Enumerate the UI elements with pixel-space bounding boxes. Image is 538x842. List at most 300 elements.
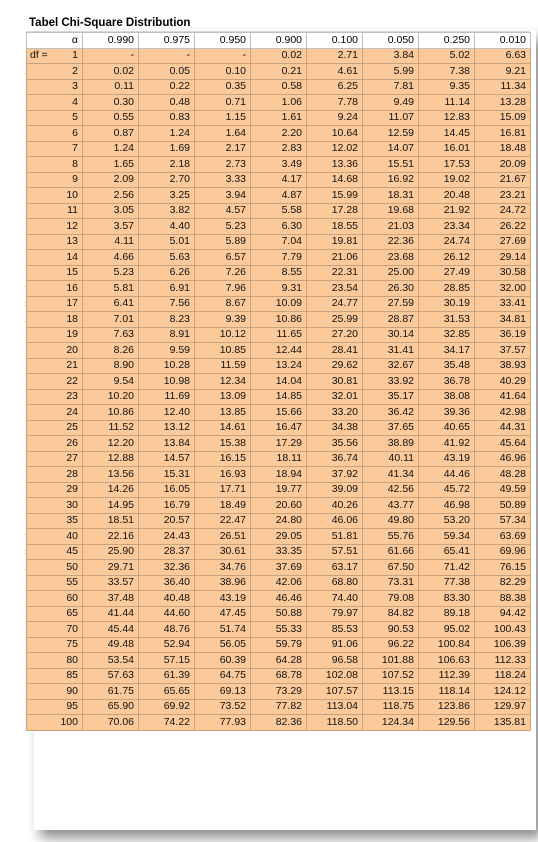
- df-cell[interactable]: [27, 420, 83, 436]
- value-cell[interactable]: 27.59: [363, 296, 419, 312]
- value-cell[interactable]: 13.12: [139, 420, 195, 436]
- value-cell[interactable]: 118.75: [363, 699, 419, 715]
- value-cell[interactable]: 27.69: [475, 234, 531, 250]
- value-cell[interactable]: 5.99: [363, 64, 419, 80]
- value-cell[interactable]: 52.94: [139, 637, 195, 653]
- value-cell[interactable]: 15.99: [307, 188, 363, 204]
- value-cell[interactable]: 43.19: [195, 591, 251, 607]
- value-cell[interactable]: 10.98: [139, 374, 195, 390]
- value-cell[interactable]: 18.11: [251, 451, 307, 467]
- value-cell[interactable]: 26.51: [195, 529, 251, 545]
- value-cell[interactable]: 5.58: [251, 203, 307, 219]
- value-cell[interactable]: 1.69: [139, 141, 195, 157]
- value-cell[interactable]: 31.53: [419, 312, 475, 328]
- value-cell[interactable]: 4.87: [251, 188, 307, 204]
- value-cell[interactable]: 5.63: [139, 250, 195, 266]
- value-cell[interactable]: 42.56: [363, 482, 419, 498]
- value-cell[interactable]: 0.58: [251, 79, 307, 95]
- value-cell[interactable]: 77.38: [419, 575, 475, 591]
- value-cell[interactable]: 48.76: [139, 622, 195, 638]
- value-cell[interactable]: 15.09: [475, 110, 531, 126]
- df-cell[interactable]: [27, 653, 83, 669]
- value-cell[interactable]: 3.33: [195, 172, 251, 188]
- value-cell[interactable]: 61.66: [363, 544, 419, 560]
- value-cell[interactable]: 13.28: [475, 95, 531, 111]
- df-cell[interactable]: [27, 219, 83, 235]
- value-cell[interactable]: 18.55: [307, 219, 363, 235]
- df-cell[interactable]: [27, 575, 83, 591]
- value-cell[interactable]: 14.68: [307, 172, 363, 188]
- value-cell[interactable]: 14.61: [195, 420, 251, 436]
- value-cell[interactable]: 11.07: [363, 110, 419, 126]
- value-cell[interactable]: 22.16: [83, 529, 139, 545]
- df-cell[interactable]: [27, 622, 83, 638]
- value-cell[interactable]: 14.45: [419, 126, 475, 142]
- value-cell[interactable]: 46.46: [251, 591, 307, 607]
- value-cell[interactable]: 64.75: [195, 668, 251, 684]
- df-cell[interactable]: [27, 668, 83, 684]
- value-cell[interactable]: 38.96: [195, 575, 251, 591]
- value-cell[interactable]: 5.23: [195, 219, 251, 235]
- value-cell[interactable]: 28.37: [139, 544, 195, 560]
- value-cell[interactable]: 18.51: [83, 513, 139, 529]
- value-cell[interactable]: 118.50: [307, 715, 363, 731]
- value-cell[interactable]: 65.90: [83, 699, 139, 715]
- value-cell[interactable]: 0.87: [83, 126, 139, 142]
- value-cell[interactable]: 7.04: [251, 234, 307, 250]
- value-cell[interactable]: 46.06: [307, 513, 363, 529]
- value-cell[interactable]: 33.20: [307, 405, 363, 421]
- value-cell[interactable]: 16.47: [251, 420, 307, 436]
- value-cell[interactable]: 107.57: [307, 684, 363, 700]
- value-cell[interactable]: 82.29: [475, 575, 531, 591]
- value-cell[interactable]: 71.42: [419, 560, 475, 576]
- value-cell[interactable]: 63.69: [475, 529, 531, 545]
- value-cell[interactable]: 56.05: [195, 637, 251, 653]
- value-cell[interactable]: 9.31: [251, 281, 307, 297]
- value-cell[interactable]: 10.86: [83, 405, 139, 421]
- value-cell[interactable]: 37.57: [475, 343, 531, 359]
- df-cell[interactable]: [27, 513, 83, 529]
- value-cell[interactable]: 6.57: [195, 250, 251, 266]
- value-cell[interactable]: 106.39: [475, 637, 531, 653]
- value-cell[interactable]: 18.31: [363, 188, 419, 204]
- value-cell[interactable]: 74.40: [307, 591, 363, 607]
- value-cell[interactable]: 19.68: [363, 203, 419, 219]
- value-cell[interactable]: 40.29: [475, 374, 531, 390]
- value-cell[interactable]: 35.56: [307, 436, 363, 452]
- value-cell[interactable]: 44.60: [139, 606, 195, 622]
- value-cell[interactable]: 69.92: [139, 699, 195, 715]
- value-cell[interactable]: 0.83: [139, 110, 195, 126]
- value-cell[interactable]: 16.01: [419, 141, 475, 157]
- value-cell[interactable]: 17.28: [307, 203, 363, 219]
- df-cell[interactable]: [27, 250, 83, 266]
- value-cell[interactable]: 4.57: [195, 203, 251, 219]
- value-cell[interactable]: 49.59: [475, 482, 531, 498]
- value-cell[interactable]: 48.28: [475, 467, 531, 483]
- value-cell[interactable]: 11.65: [251, 327, 307, 343]
- value-cell[interactable]: 12.40: [139, 405, 195, 421]
- alpha-header-cell[interactable]: 0.950: [195, 33, 251, 49]
- value-cell[interactable]: 4.11: [83, 234, 139, 250]
- value-cell[interactable]: 15.31: [139, 467, 195, 483]
- value-cell[interactable]: 25.00: [363, 265, 419, 281]
- value-cell[interactable]: 20.60: [251, 498, 307, 514]
- value-cell[interactable]: 45.64: [475, 436, 531, 452]
- value-cell[interactable]: 113.04: [307, 699, 363, 715]
- value-cell[interactable]: 40.26: [307, 498, 363, 514]
- value-cell[interactable]: 57.51: [307, 544, 363, 560]
- value-cell[interactable]: 29.62: [307, 358, 363, 374]
- df-cell[interactable]: [27, 126, 83, 142]
- value-cell[interactable]: 12.44: [251, 343, 307, 359]
- value-cell[interactable]: 8.55: [251, 265, 307, 281]
- value-cell[interactable]: 14.95: [83, 498, 139, 514]
- value-cell[interactable]: 50.88: [251, 606, 307, 622]
- value-cell[interactable]: 1.65: [83, 157, 139, 173]
- value-cell[interactable]: 3.25: [139, 188, 195, 204]
- value-cell[interactable]: 6.26: [139, 265, 195, 281]
- value-cell[interactable]: -: [139, 48, 195, 64]
- value-cell[interactable]: 8.23: [139, 312, 195, 328]
- value-cell[interactable]: 20.09: [475, 157, 531, 173]
- value-cell[interactable]: 7.81: [363, 79, 419, 95]
- value-cell[interactable]: 74.22: [139, 715, 195, 731]
- value-cell[interactable]: 36.19: [475, 327, 531, 343]
- value-cell[interactable]: 13.56: [83, 467, 139, 483]
- value-cell[interactable]: 11.59: [195, 358, 251, 374]
- value-cell[interactable]: 18.48: [475, 141, 531, 157]
- value-cell[interactable]: 33.35: [251, 544, 307, 560]
- value-cell[interactable]: 24.72: [475, 203, 531, 219]
- value-cell[interactable]: 11.14: [419, 95, 475, 111]
- value-cell[interactable]: 32.01: [307, 389, 363, 405]
- value-cell[interactable]: 21.67: [475, 172, 531, 188]
- value-cell[interactable]: 40.48: [139, 591, 195, 607]
- value-cell[interactable]: 0.71: [195, 95, 251, 111]
- value-cell[interactable]: 16.79: [139, 498, 195, 514]
- value-cell[interactable]: 59.34: [419, 529, 475, 545]
- value-cell[interactable]: -: [83, 48, 139, 64]
- df-cell[interactable]: [27, 358, 83, 374]
- value-cell[interactable]: 5.01: [139, 234, 195, 250]
- value-cell[interactable]: 73.29: [251, 684, 307, 700]
- value-cell[interactable]: 96.22: [363, 637, 419, 653]
- value-cell[interactable]: 16.05: [139, 482, 195, 498]
- value-cell[interactable]: 4.66: [83, 250, 139, 266]
- value-cell[interactable]: 53.54: [83, 653, 139, 669]
- value-cell[interactable]: 2.71: [307, 48, 363, 64]
- value-cell[interactable]: 89.18: [419, 606, 475, 622]
- value-cell[interactable]: 9.35: [419, 79, 475, 95]
- value-cell[interactable]: 11.69: [139, 389, 195, 405]
- value-cell[interactable]: 40.11: [363, 451, 419, 467]
- df-cell[interactable]: [27, 467, 83, 483]
- value-cell[interactable]: 7.96: [195, 281, 251, 297]
- value-cell[interactable]: 9.59: [139, 343, 195, 359]
- value-cell[interactable]: 1.24: [139, 126, 195, 142]
- alpha-header-cell[interactable]: 0.100: [307, 33, 363, 49]
- value-cell[interactable]: 30.14: [363, 327, 419, 343]
- value-cell[interactable]: 33.92: [363, 374, 419, 390]
- value-cell[interactable]: 84.82: [363, 606, 419, 622]
- value-cell[interactable]: 0.11: [83, 79, 139, 95]
- value-cell[interactable]: 37.48: [83, 591, 139, 607]
- value-cell[interactable]: 129.56: [419, 715, 475, 731]
- value-cell[interactable]: 51.74: [195, 622, 251, 638]
- value-cell[interactable]: 7.38: [419, 64, 475, 80]
- value-cell[interactable]: 11.52: [83, 420, 139, 436]
- value-cell[interactable]: 79.08: [363, 591, 419, 607]
- df-cell[interactable]: [27, 296, 83, 312]
- value-cell[interactable]: 18.94: [251, 467, 307, 483]
- value-cell[interactable]: 16.93: [195, 467, 251, 483]
- df-cell[interactable]: [27, 110, 83, 126]
- value-cell[interactable]: 33.57: [83, 575, 139, 591]
- value-cell[interactable]: 14.07: [363, 141, 419, 157]
- value-cell[interactable]: 0.21: [251, 64, 307, 80]
- value-cell[interactable]: 12.20: [83, 436, 139, 452]
- value-cell[interactable]: 67.50: [363, 560, 419, 576]
- value-cell[interactable]: 35.17: [363, 389, 419, 405]
- df-cell[interactable]: [27, 327, 83, 343]
- value-cell[interactable]: 3.84: [363, 48, 419, 64]
- value-cell[interactable]: 21.92: [419, 203, 475, 219]
- value-cell[interactable]: 9.21: [475, 64, 531, 80]
- value-cell[interactable]: 53.20: [419, 513, 475, 529]
- value-cell[interactable]: 17.71: [195, 482, 251, 498]
- value-cell[interactable]: 24.80: [251, 513, 307, 529]
- df-cell[interactable]: [27, 699, 83, 715]
- value-cell[interactable]: 14.57: [139, 451, 195, 467]
- alpha-header-cell[interactable]: 0.010: [475, 33, 531, 49]
- value-cell[interactable]: 47.45: [195, 606, 251, 622]
- value-cell[interactable]: 30.81: [307, 374, 363, 390]
- df-cell[interactable]: [27, 265, 83, 281]
- value-cell[interactable]: 57.15: [139, 653, 195, 669]
- value-cell[interactable]: 33.41: [475, 296, 531, 312]
- df-cell[interactable]: [27, 312, 83, 328]
- value-cell[interactable]: 113.15: [363, 684, 419, 700]
- value-cell[interactable]: 24.77: [307, 296, 363, 312]
- value-cell[interactable]: 50.89: [475, 498, 531, 514]
- value-cell[interactable]: 2.73: [195, 157, 251, 173]
- value-cell[interactable]: 7.56: [139, 296, 195, 312]
- df-cell[interactable]: [27, 451, 83, 467]
- value-cell[interactable]: 14.26: [83, 482, 139, 498]
- value-cell[interactable]: 76.15: [475, 560, 531, 576]
- value-cell[interactable]: 23.21: [475, 188, 531, 204]
- value-cell[interactable]: 36.74: [307, 451, 363, 467]
- value-cell[interactable]: 79.97: [307, 606, 363, 622]
- value-cell[interactable]: 23.34: [419, 219, 475, 235]
- df-cell[interactable]: [27, 591, 83, 607]
- value-cell[interactable]: 10.64: [307, 126, 363, 142]
- value-cell[interactable]: 94.42: [475, 606, 531, 622]
- value-cell[interactable]: 0.10: [195, 64, 251, 80]
- value-cell[interactable]: 6.63: [475, 48, 531, 64]
- value-cell[interactable]: 3.49: [251, 157, 307, 173]
- value-cell[interactable]: 82.36: [251, 715, 307, 731]
- value-cell[interactable]: 73.52: [195, 699, 251, 715]
- df-cell[interactable]: [27, 141, 83, 157]
- value-cell[interactable]: 70.06: [83, 715, 139, 731]
- value-cell[interactable]: 11.34: [475, 79, 531, 95]
- value-cell[interactable]: 41.44: [83, 606, 139, 622]
- value-cell[interactable]: 26.30: [363, 281, 419, 297]
- value-cell[interactable]: 65.41: [419, 544, 475, 560]
- value-cell[interactable]: 2.70: [139, 172, 195, 188]
- value-cell[interactable]: 12.34: [195, 374, 251, 390]
- value-cell[interactable]: 25.99: [307, 312, 363, 328]
- value-cell[interactable]: 7.79: [251, 250, 307, 266]
- alpha-header-cell[interactable]: 0.050: [363, 33, 419, 49]
- value-cell[interactable]: 15.38: [195, 436, 251, 452]
- value-cell[interactable]: 10.28: [139, 358, 195, 374]
- value-cell[interactable]: 28.41: [307, 343, 363, 359]
- df-cell[interactable]: [27, 281, 83, 297]
- value-cell[interactable]: 16.81: [475, 126, 531, 142]
- value-cell[interactable]: 6.41: [83, 296, 139, 312]
- value-cell[interactable]: 60.39: [195, 653, 251, 669]
- value-cell[interactable]: 96.58: [307, 653, 363, 669]
- value-cell[interactable]: 14.04: [251, 374, 307, 390]
- value-cell[interactable]: 12.83: [419, 110, 475, 126]
- value-cell[interactable]: 129.97: [475, 699, 531, 715]
- value-cell[interactable]: 3.05: [83, 203, 139, 219]
- value-cell[interactable]: 7.26: [195, 265, 251, 281]
- value-cell[interactable]: 2.20: [251, 126, 307, 142]
- value-cell[interactable]: 19.02: [419, 172, 475, 188]
- value-cell[interactable]: 0.02: [251, 48, 307, 64]
- value-cell[interactable]: 42.98: [475, 405, 531, 421]
- df-cell[interactable]: [27, 343, 83, 359]
- value-cell[interactable]: 21.03: [363, 219, 419, 235]
- value-cell[interactable]: 13.85: [195, 405, 251, 421]
- value-cell[interactable]: 0.22: [139, 79, 195, 95]
- value-cell[interactable]: 18.49: [195, 498, 251, 514]
- value-cell[interactable]: 27.49: [419, 265, 475, 281]
- df-cell[interactable]: [27, 389, 83, 405]
- value-cell[interactable]: 69.13: [195, 684, 251, 700]
- value-cell[interactable]: 46.98: [419, 498, 475, 514]
- value-cell[interactable]: 124.34: [363, 715, 419, 731]
- value-cell[interactable]: 31.41: [363, 343, 419, 359]
- value-cell[interactable]: -: [195, 48, 251, 64]
- value-cell[interactable]: 10.86: [251, 312, 307, 328]
- value-cell[interactable]: 36.40: [139, 575, 195, 591]
- df-cell[interactable]: [27, 529, 83, 545]
- value-cell[interactable]: 26.12: [419, 250, 475, 266]
- value-cell[interactable]: 95.02: [419, 622, 475, 638]
- df-cell[interactable]: [27, 436, 83, 452]
- value-cell[interactable]: 102.08: [307, 668, 363, 684]
- value-cell[interactable]: 32.00: [475, 281, 531, 297]
- value-cell[interactable]: 9.24: [307, 110, 363, 126]
- value-cell[interactable]: 59.79: [251, 637, 307, 653]
- value-cell[interactable]: 7.63: [83, 327, 139, 343]
- value-cell[interactable]: 0.30: [83, 95, 139, 111]
- value-cell[interactable]: 61.75: [83, 684, 139, 700]
- df-cell[interactable]: [27, 482, 83, 498]
- value-cell[interactable]: 0.48: [139, 95, 195, 111]
- value-cell[interactable]: 28.85: [419, 281, 475, 297]
- value-cell[interactable]: 1.64: [195, 126, 251, 142]
- value-cell[interactable]: 30.58: [475, 265, 531, 281]
- value-cell[interactable]: 24.43: [139, 529, 195, 545]
- value-cell[interactable]: 10.09: [251, 296, 307, 312]
- value-cell[interactable]: 100.84: [419, 637, 475, 653]
- value-cell[interactable]: 100.43: [475, 622, 531, 638]
- df-cell[interactable]: [27, 684, 83, 700]
- value-cell[interactable]: 35.48: [419, 358, 475, 374]
- value-cell[interactable]: 37.69: [251, 560, 307, 576]
- value-cell[interactable]: 2.09: [83, 172, 139, 188]
- value-cell[interactable]: 32.67: [363, 358, 419, 374]
- df-cell[interactable]: [27, 560, 83, 576]
- value-cell[interactable]: 13.36: [307, 157, 363, 173]
- value-cell[interactable]: 5.02: [419, 48, 475, 64]
- value-cell[interactable]: 57.63: [83, 668, 139, 684]
- value-cell[interactable]: 42.06: [251, 575, 307, 591]
- df-cell[interactable]: [27, 544, 83, 560]
- value-cell[interactable]: 77.93: [195, 715, 251, 731]
- value-cell[interactable]: 135.81: [475, 715, 531, 731]
- value-cell[interactable]: 7.78: [307, 95, 363, 111]
- value-cell[interactable]: 3.94: [195, 188, 251, 204]
- df-cell[interactable]: [27, 48, 83, 64]
- value-cell[interactable]: 69.96: [475, 544, 531, 560]
- df-cell[interactable]: [27, 172, 83, 188]
- value-cell[interactable]: 6.91: [139, 281, 195, 297]
- value-cell[interactable]: 91.06: [307, 637, 363, 653]
- value-cell[interactable]: 13.09: [195, 389, 251, 405]
- value-cell[interactable]: 32.36: [139, 560, 195, 576]
- value-cell[interactable]: 57.34: [475, 513, 531, 529]
- value-cell[interactable]: 44.31: [475, 420, 531, 436]
- value-cell[interactable]: 36.42: [363, 405, 419, 421]
- df-cell[interactable]: [27, 79, 83, 95]
- df-cell[interactable]: [27, 157, 83, 173]
- value-cell[interactable]: 39.36: [419, 405, 475, 421]
- value-cell[interactable]: 13.24: [251, 358, 307, 374]
- value-cell[interactable]: 88.38: [475, 591, 531, 607]
- value-cell[interactable]: 0.05: [139, 64, 195, 80]
- value-cell[interactable]: 38.89: [363, 436, 419, 452]
- value-cell[interactable]: 68.78: [251, 668, 307, 684]
- value-cell[interactable]: 15.66: [251, 405, 307, 421]
- value-cell[interactable]: 38.08: [419, 389, 475, 405]
- value-cell[interactable]: 1.15: [195, 110, 251, 126]
- value-cell[interactable]: 2.56: [83, 188, 139, 204]
- value-cell[interactable]: 4.40: [139, 219, 195, 235]
- value-cell[interactable]: 46.96: [475, 451, 531, 467]
- value-cell[interactable]: 0.55: [83, 110, 139, 126]
- df-cell[interactable]: [27, 637, 83, 653]
- value-cell[interactable]: 85.53: [307, 622, 363, 638]
- value-cell[interactable]: 41.64: [475, 389, 531, 405]
- value-cell[interactable]: 2.83: [251, 141, 307, 157]
- value-cell[interactable]: 61.39: [139, 668, 195, 684]
- value-cell[interactable]: 112.39: [419, 668, 475, 684]
- value-cell[interactable]: 20.48: [419, 188, 475, 204]
- value-cell[interactable]: 49.48: [83, 637, 139, 653]
- value-cell[interactable]: 8.91: [139, 327, 195, 343]
- value-cell[interactable]: 6.25: [307, 79, 363, 95]
- value-cell[interactable]: 55.76: [363, 529, 419, 545]
- value-cell[interactable]: 21.06: [307, 250, 363, 266]
